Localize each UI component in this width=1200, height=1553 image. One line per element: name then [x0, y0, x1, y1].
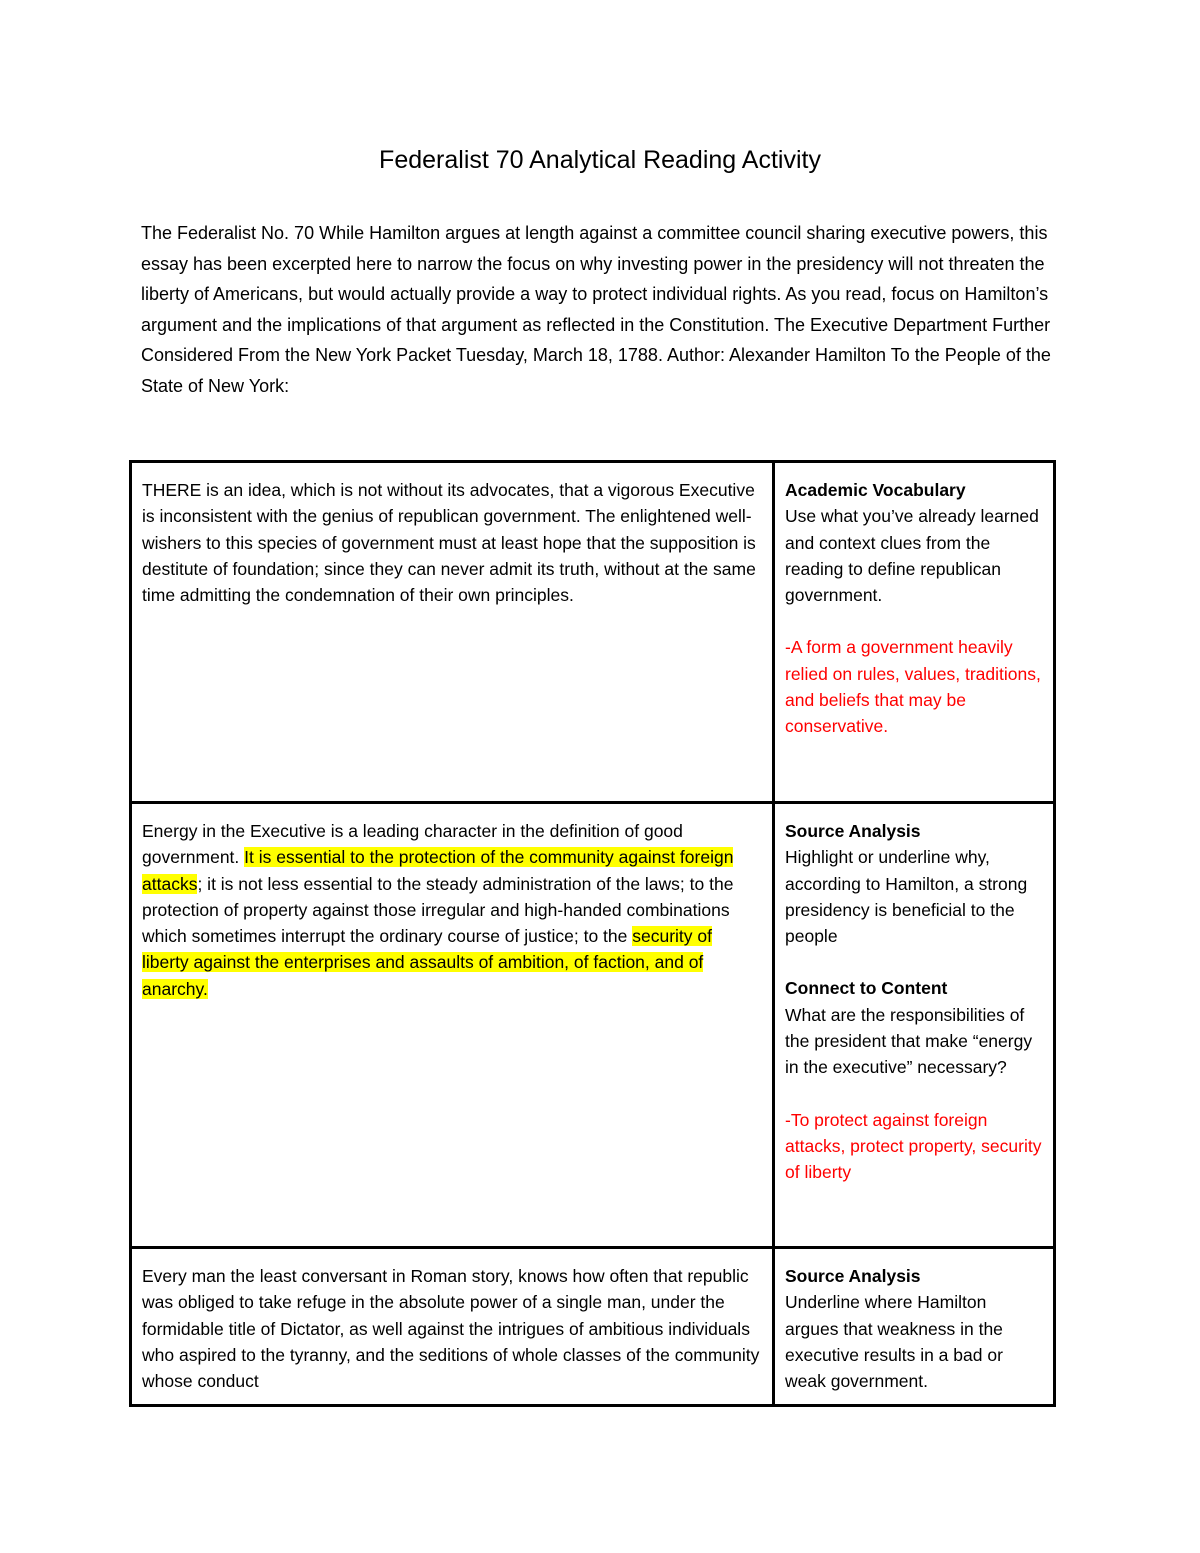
annotation-cell	[774, 1248, 1055, 1406]
academic-vocabulary-heading: Academic Vocabulary	[785, 480, 966, 500]
source-analysis-prompt: Underline where Hamilton argues that weakness in the executive results in a bad or weak government.	[785, 1292, 1003, 1392]
connect-to-content-heading: Connect to Content	[785, 978, 948, 999]
answer-block	[785, 1107, 1043, 1186]
highlighted-text: It is essential to the protection of the community against foreign attacks	[142, 847, 734, 894]
passage-cell	[131, 462, 774, 803]
source-analysis-prompt: Highlight or underline why, according to Hamilton, a strong presidency is beneficial to the people	[785, 847, 1028, 947]
passage-text	[142, 818, 762, 1002]
source-analysis-block	[785, 818, 1043, 949]
passage-cell	[131, 803, 774, 1248]
academic-vocabulary-prompt: Use what you’ve already learned and context clues from the reading to define republican government.	[785, 506, 1039, 606]
highlighted-text: security of liberty against the enterprises and assaults of ambition, of faction, and of anarchy.	[142, 926, 712, 999]
passage-text-part: ; it is not less essential to the steady administration of the laws; to the protection of property against those irregular and high-handed combinations which sometimes interrupt the ordinary course of justice; to the	[142, 873, 734, 947]
connect-to-content-block	[785, 975, 1043, 1080]
source-analysis-block	[785, 1263, 1043, 1394]
connect-to-content-prompt: What are the responsibilities of the president that make “energy in the executive” necessary?	[785, 1004, 1033, 1078]
passage-text-part: Energy in the Executive is a leading character in the definition of good government.	[142, 821, 683, 868]
intro-paragraph: The Federalist No. 70 While Hamilton argues at length against a committee council sharing executive powers, this essay has been excerpted here to narrow the focus on why investing power in the presidency will not threaten the liberty of Americans, but would actually provide a way to protect individual rights. As you read, focus on Hamilton’s argument and the implications of that argument as reflected in the Constitution. The Executive Department Further Considered From the New York Packet Tuesday, March 18, 1788. Author: Alexander Hamilton To the People of the State of New York:	[141, 223, 1051, 396]
reading-table	[129, 460, 1056, 1407]
table-row	[131, 1248, 1055, 1406]
table-row	[131, 462, 1055, 803]
page-title: Federalist 70 Analytical Reading Activity	[379, 146, 821, 174]
passage-text: THERE is an idea, which is not without its advocates, that a vigorous Executive is inconsistent with the genius of republican government. The enlightened well-wishers to this species of government must at least hope that the supposition is destitute of foundation; since they can never admit its truth, without at the same time admitting the condemnation of their own principles.	[142, 480, 756, 606]
annotation-cell	[774, 462, 1055, 803]
source-analysis-heading: Source Analysis	[785, 821, 921, 841]
answer-block	[785, 634, 1043, 739]
source-analysis-heading: Source Analysis	[785, 1266, 921, 1286]
student-answer: -A form a government heavily relied on rules, values, traditions, and beliefs that may be conservative.	[785, 637, 1041, 737]
student-answer: -To protect against foreign attacks, protect property, security of liberty	[785, 1109, 1042, 1183]
annotation-cell	[774, 803, 1055, 1248]
passage-cell	[131, 1248, 774, 1406]
table-row	[131, 803, 1055, 1248]
academic-vocabulary-block	[785, 477, 1043, 608]
passage-text: Every man the least conversant in Roman story, knows how often that republic was obliged to take refuge in the absolute power of a single man, under the formidable title of Dictator, as well against the intrigues of ambitious individuals who aspired to the tyranny, and the seditions of whole classes of the community whose conduct	[142, 1266, 760, 1392]
